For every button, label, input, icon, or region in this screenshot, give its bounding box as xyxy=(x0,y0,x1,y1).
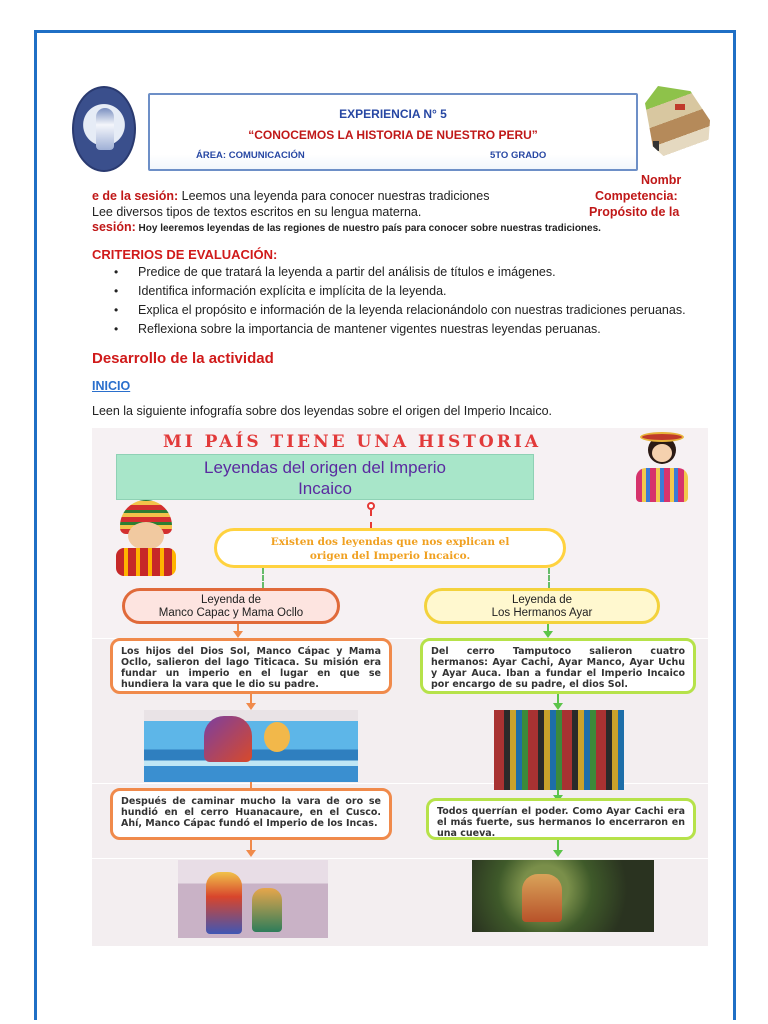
arrow-down-icon xyxy=(553,850,563,857)
story-right-1: Del cerro Tamputoco salieron cuatro hermanos: Ayar Cachi, Ayar Manco, Ayar Uchu y Ayar Auca. Iban a fundar el Imperio Incaico por encargo de su padre, el dios Sol. xyxy=(420,638,696,694)
arrow-down-icon xyxy=(246,703,256,710)
arrow-down-icon xyxy=(543,631,553,638)
inicio-link[interactable]: INICIO xyxy=(92,379,131,393)
hermanos-ayar-image xyxy=(494,710,624,790)
infographic-banner: MI PAÍS TIENE UNA HISTORIA xyxy=(162,432,542,452)
explain-box xyxy=(214,528,566,568)
infographic-title-line2: Incaico xyxy=(298,479,352,498)
proposito-line xyxy=(92,220,601,234)
criterio-item: • Identifica información explícita e implícita de la leyenda. xyxy=(112,283,686,299)
area-label: ÁREA: COMUNICACIÓN xyxy=(196,150,305,161)
ayar-cachi-cave-image xyxy=(472,860,654,932)
infographic-title xyxy=(116,454,534,500)
connector-line xyxy=(262,568,264,588)
legend-right-line2: Los Hermanos Ayar xyxy=(491,607,593,619)
connector-line xyxy=(370,510,372,528)
arrow-down-icon xyxy=(233,631,243,638)
competencia-text: Lee diversos tipos de textos escritos en su lengua materna. xyxy=(92,205,422,219)
experiencia-title: EXPERIENCIA N° 5 xyxy=(339,107,447,121)
criterio-item: • Explica el propósito e información de la leyenda relacionándolo con nuestras tradiciones peruanas. xyxy=(112,302,686,318)
legend-manco-capac-label xyxy=(122,588,340,624)
grado-label: 5TO GRADO xyxy=(490,150,547,161)
andean-boy-illustration xyxy=(114,500,180,580)
proposito-label: Propósito de la xyxy=(589,205,680,219)
explain-line1: Existen dos leyendas que nos explican el xyxy=(270,536,510,548)
legend-hermanos-ayar-label xyxy=(424,588,660,624)
header-box xyxy=(148,93,638,171)
explain-line2: origen del Imperio Incaico. xyxy=(309,550,471,562)
legend-left-line2: Manco Capac y Mama Ocllo xyxy=(158,607,304,619)
criterio-item: • Reflexiona sobre la importancia de mantener vigentes nuestras leyendas peruanas. xyxy=(112,321,686,337)
divider xyxy=(92,858,708,859)
criterios-heading: CRITERIOS DE EVALUACIÓN: xyxy=(92,247,278,262)
criterios-list xyxy=(112,264,686,340)
proposito-text: Hoy leeremos leyendas de las regiones de nuestro país para conocer sobre nuestras tradiciones. xyxy=(135,223,601,234)
andean-girl-illustration xyxy=(630,430,694,506)
competencia-label: Competencia: xyxy=(595,189,678,203)
desarrollo-heading: Desarrollo de la actividad xyxy=(92,350,274,367)
arrow-down-icon xyxy=(246,850,256,857)
criterio-item: • Predice de que tratará la leyenda a partir del análisis de títulos e imágenes. xyxy=(112,264,686,280)
intro-text: Leen la siguiente infografía sobre dos leyendas sobre el origen del Imperio Incaico. xyxy=(92,404,553,418)
story-right-2: Todos querrían el poder. Como Ayar Cachi era el más fuerte, sus hermanos lo encerraron en una cueva. xyxy=(426,798,696,840)
session-name-text: Leemos una leyenda para conocer nuestras tradiciones xyxy=(178,189,490,203)
legend-right-line1: Leyenda de xyxy=(511,594,573,606)
connector-line xyxy=(548,568,550,588)
session-name-label: e de la sesión: xyxy=(92,189,179,203)
nombr-fragment: Nombr xyxy=(641,173,682,187)
proposito-label-2: sesión: xyxy=(92,220,136,234)
infographic xyxy=(92,428,708,946)
legend-left-line1: Leyenda de xyxy=(200,594,262,606)
infographic-title-line1: Leyendas del origen del Imperio xyxy=(204,458,446,477)
story-left-2: Después de caminar mucho la vara de oro se hundió en el cerro Huanacaure, en el Cusco. Ahí, Manco Cápac fundó el Imperio de los Incas. xyxy=(110,788,392,840)
story-left-1: Los hijos del Dios Sol, Manco Cápac y Mama Ocllo, salieron del lago Titicaca. Su misión era fundar un imperio en el lugar en que se hundiera la vara que le dio su padre. xyxy=(110,638,392,694)
school-seal-logo xyxy=(72,86,136,172)
manco-capac-lake-image xyxy=(144,710,358,782)
experiencia-subtitle: “CONOCEMOS LA HISTORIA DE NUESTRO PERU” xyxy=(248,128,538,142)
session-name xyxy=(92,189,489,203)
manco-capac-mama-ocllo-image xyxy=(178,860,328,938)
connector-dot xyxy=(367,502,375,510)
arrow-down-icon xyxy=(553,703,563,710)
